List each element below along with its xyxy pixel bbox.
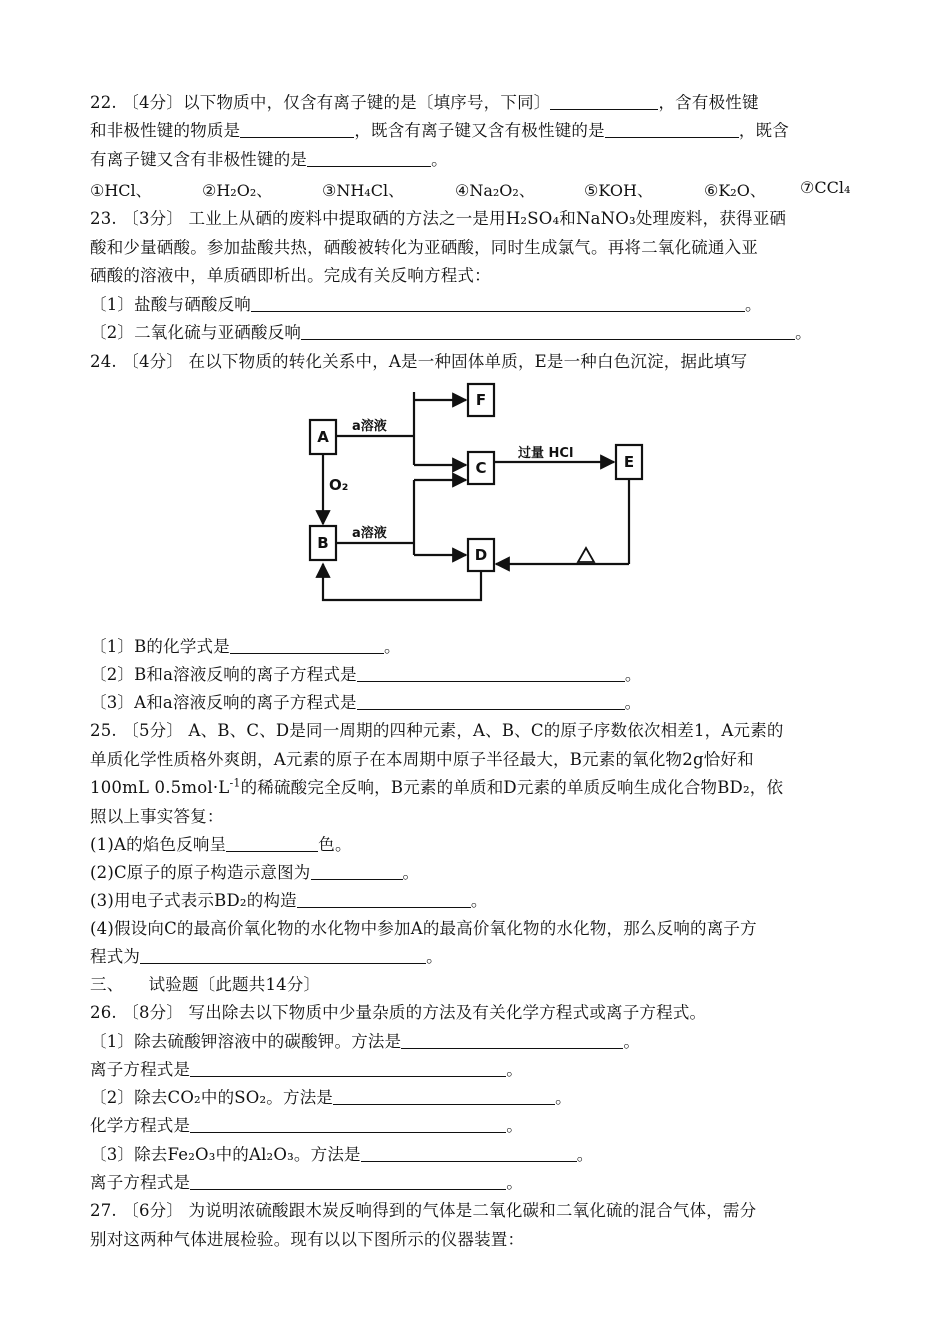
answer-blank[interactable]: [550, 93, 658, 110]
option-3: ③NH₄Cl、: [322, 181, 405, 200]
answer-blank[interactable]: [401, 1032, 623, 1049]
conversion-diagram: [300, 378, 645, 610]
heat-icon: [578, 548, 594, 562]
answer-blank[interactable]: [251, 295, 745, 312]
option-5: ⑤KOH、: [584, 181, 653, 200]
part-label: 〔3〕除去Fe₂O₃中的Al₂O₃。方法是: [90, 1145, 361, 1164]
label-C: C: [475, 459, 487, 477]
q26-part2-eq: [90, 1115, 523, 1137]
label-a-solution-bottom: a溶液: [352, 526, 387, 541]
period: 。: [555, 1088, 572, 1107]
q24-line1: 24. 〔4分〕 在以下物质的转化关系中，A是一种固体单质，E是一种白色沉淀，据此填写: [90, 352, 748, 371]
superscript: -1: [229, 776, 241, 790]
answer-blank[interactable]: [297, 891, 471, 908]
q23-line2: 酸和少量硒酸。参加盐酸共热，硒酸被转化为亚硒酸，同时生成氯气。再将二氧化硫通入亚: [90, 238, 758, 257]
q26-part3-eq: [90, 1172, 523, 1194]
q22-text: 有离子键又含有非极性键的是: [90, 150, 308, 169]
part-label: (1)A的焰色反响呈: [90, 835, 227, 854]
section-heading: 三、 试验题〔此题共14分〕: [90, 975, 321, 994]
q24-part2: [90, 664, 642, 686]
part-label: 〔1〕B的化学式是: [90, 637, 230, 656]
answer-blank[interactable]: [140, 947, 426, 964]
part-label: (3)用电子式表示BD₂的构造: [90, 891, 297, 910]
label-F: F: [475, 391, 487, 409]
answer-blank[interactable]: [240, 121, 354, 138]
period: 。: [426, 947, 443, 966]
option-2: ②H₂O₂、: [202, 181, 273, 200]
period: 。: [795, 323, 812, 342]
arrow-D-to-B: [323, 564, 481, 600]
q25-text: 色。: [318, 835, 352, 854]
q25-part1: [90, 834, 352, 856]
q25-line4: 照以上事实答复：: [90, 807, 224, 826]
label-E: E: [623, 453, 635, 471]
period: 。: [506, 1173, 523, 1192]
period: 。: [624, 665, 642, 684]
part-label: (2)C原子的原子构造示意图为: [90, 863, 311, 882]
q22-line2: [90, 120, 789, 142]
q22-text: 22. 〔4分〕以下物质中，仅含有离子键的是〔填序号，下同〕: [90, 93, 551, 112]
period: 。: [383, 637, 401, 656]
label-excess-HCl: 过量 HCl: [518, 446, 574, 461]
part-label: 〔2〕除去CO₂中的SO₂。方法是: [90, 1088, 334, 1107]
answer-blank[interactable]: [361, 1145, 577, 1162]
period: 。: [470, 891, 488, 910]
part-label: 化学方程式是: [90, 1116, 191, 1135]
q25-part3: [90, 890, 488, 912]
q25-line1: 25. 〔5分〕 A、B、C、D是同一周期的四种元素，A、B、C的原子序数依次相差1，A元素的: [90, 721, 784, 740]
q25-line2: 单质化学性质格外爽朗，A元素的原子在本周期中原子半径最大，B元素的氧化物2g恰好和: [90, 750, 754, 769]
q22-text: ，既含有离子键又含有极性键的是: [354, 121, 605, 140]
period: 。: [402, 863, 420, 882]
label-a-solution-top: a溶液: [352, 419, 387, 434]
answer-blank[interactable]: [357, 693, 625, 710]
q27-line2: 别对这两种气体进展检验。现有以以下图所示的仪器装置：: [90, 1230, 525, 1249]
q23-part2: [90, 322, 812, 344]
q26-line1: 26. 〔8分〕 写出除去以下物质中少量杂质的方法及有关化学方程式或离子方程式。: [90, 1003, 707, 1022]
part-label: 〔1〕盐酸与硒酸反响: [90, 295, 251, 314]
q22-line1: [90, 92, 759, 114]
label-D: D: [474, 546, 488, 564]
option-4: ④Na₂O₂、: [455, 181, 535, 200]
q25-line3: [90, 777, 783, 799]
q22-text: ，既含: [738, 121, 789, 140]
part-label: 〔1〕除去硫酸钾溶液中的碳酸钾。方法是: [90, 1032, 402, 1051]
period: 。: [623, 1032, 641, 1051]
q24-part1: [90, 636, 401, 658]
answer-blank[interactable]: [190, 1173, 506, 1190]
period: 。: [576, 1145, 594, 1164]
answer-blank[interactable]: [301, 323, 795, 340]
option-1: ①HCl、: [90, 181, 152, 200]
period: 。: [506, 1060, 523, 1079]
option-7: ⑦CCl₄: [800, 178, 851, 197]
period: 。: [624, 693, 642, 712]
q25-part4-cont: [90, 946, 443, 968]
period: 。: [506, 1116, 523, 1135]
answer-blank[interactable]: [190, 1116, 506, 1133]
answer-blank[interactable]: [230, 637, 384, 654]
q24-part3: [90, 692, 641, 714]
label-O2: O₂: [329, 476, 349, 494]
label-B: B: [317, 534, 329, 552]
part-label: 〔3〕A和a溶液反响的离子方程式是: [90, 693, 357, 712]
q22-text: 。: [431, 150, 448, 169]
q22-text: ，含有极性键: [658, 93, 759, 112]
answer-blank[interactable]: [357, 665, 625, 682]
q23-part1: [90, 294, 762, 316]
q25-part2: [90, 862, 419, 884]
q25-text: 的稀硫酸完全反响，B元素的单质和D元素的单质反响生成化合物BD₂，依: [240, 778, 784, 797]
answer-blank[interactable]: [190, 1060, 506, 1077]
q26-part3: [90, 1144, 593, 1166]
q26-part1-eq: [90, 1059, 523, 1081]
q22-text: 和非极性键的物质是: [90, 121, 241, 140]
answer-blank[interactable]: [307, 150, 431, 167]
q26-part1: [90, 1031, 640, 1053]
q22-line3: [90, 149, 448, 171]
label-A: A: [317, 428, 329, 446]
q25-part4: (4)假设向C的最高价氧化物的水化物中参加A的最高价氧化物的水化物，那么反响的离子方: [90, 919, 757, 938]
option-6: ⑥K₂O、: [704, 181, 766, 200]
q23-line3: 硒酸的溶液中，单质硒即析出。完成有关反响方程式：: [90, 266, 491, 285]
answer-blank[interactable]: [226, 835, 318, 852]
answer-blank[interactable]: [605, 121, 739, 138]
part-label: 〔2〕二氧化硫与亚硒酸反响: [90, 323, 302, 342]
answer-blank[interactable]: [311, 863, 403, 880]
q27-line1: 27. 〔6分〕 为说明浓硫酸跟木炭反响得到的气体是二氧化碳和二氧化硫的混合气体，需分: [90, 1201, 757, 1220]
q26-part2: [90, 1087, 572, 1109]
q25-text: 100mL 0.5mol·L: [90, 778, 230, 797]
q23-line1: 23. 〔3分〕 工业上从硒的废料中提取硒的方法之一是用H₂SO₄和NaNO₃处理废料，获得亚硒: [90, 209, 787, 228]
part-label: 〔2〕B和a溶液反响的离子方程式是: [90, 665, 357, 684]
part-label: 离子方程式是: [90, 1173, 191, 1192]
part-label: 离子方程式是: [90, 1060, 191, 1079]
period: 。: [745, 295, 762, 314]
q25-text: 程式为: [90, 947, 141, 966]
answer-blank[interactable]: [333, 1088, 555, 1105]
q22-options: [90, 178, 870, 200]
